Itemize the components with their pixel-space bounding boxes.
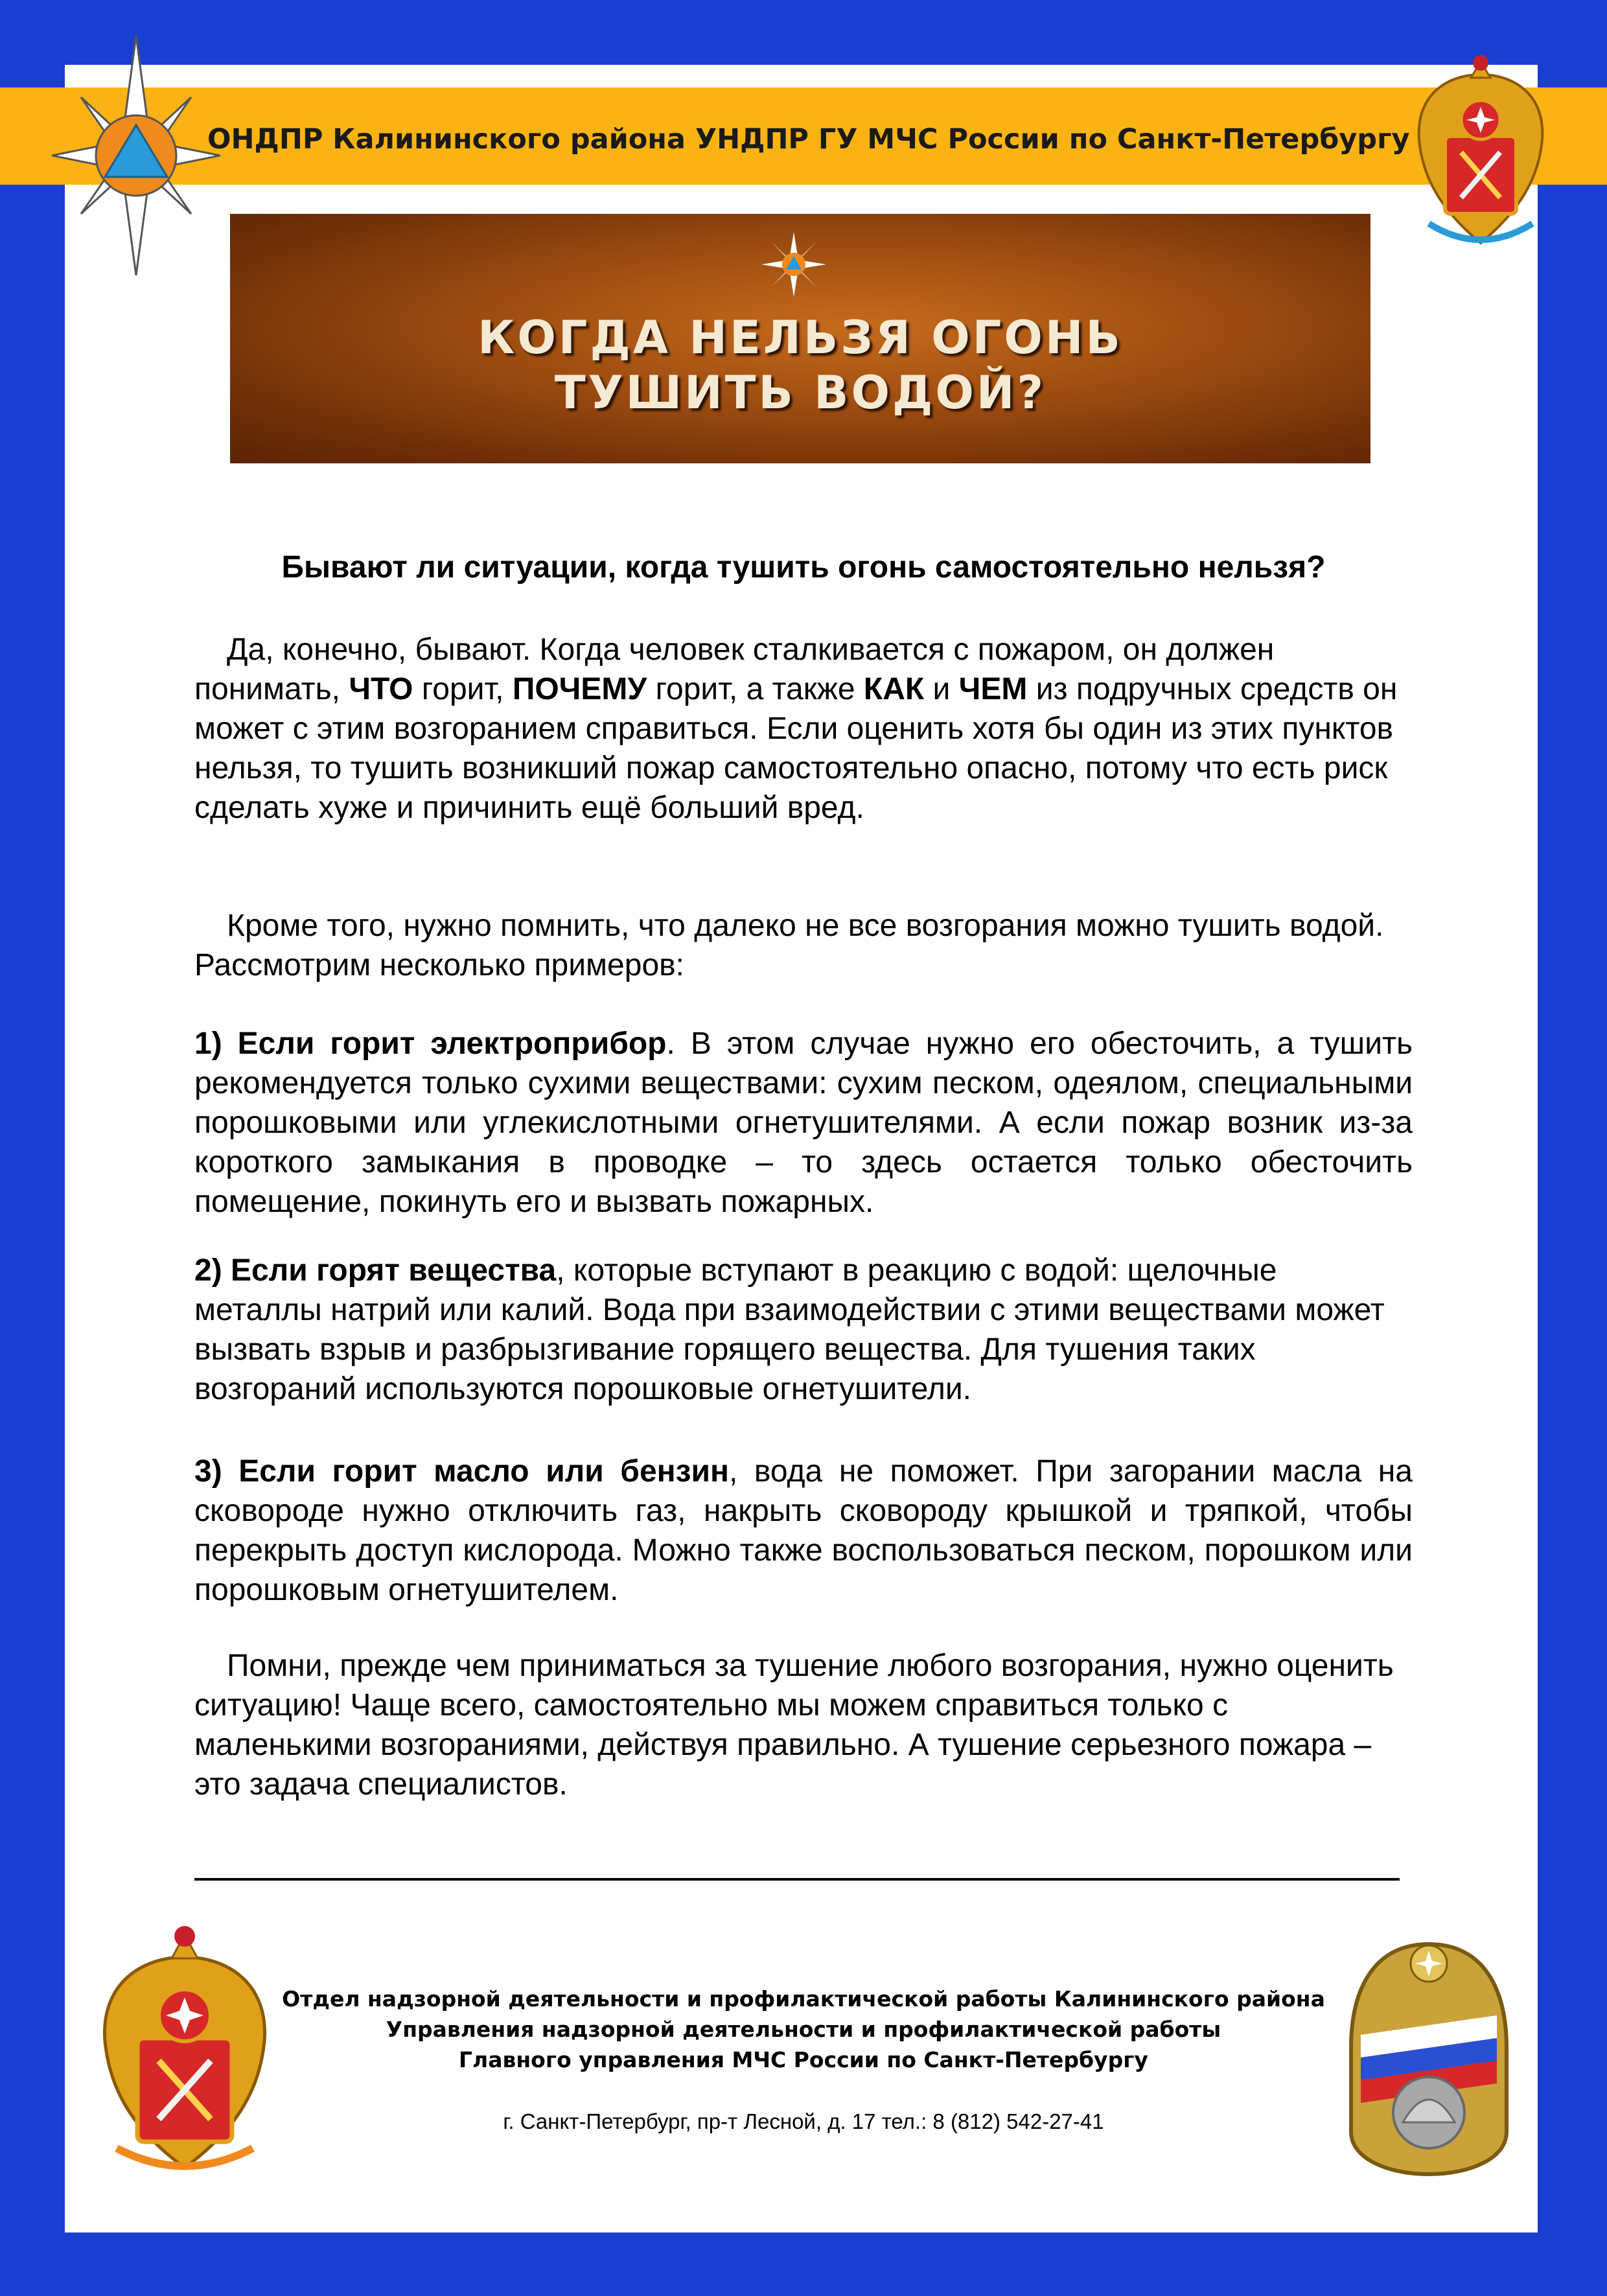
text-run: горит, а также: [647, 672, 864, 706]
frame-left: [0, 0, 65, 2296]
emphasis-why: ПОЧЕМУ: [512, 672, 647, 706]
example-item-1: [194, 1024, 1413, 1222]
frame-top: [0, 0, 1607, 65]
footer-divider: [194, 1878, 1400, 1881]
example-item-1-lead: 1) Если горит электроприбор: [194, 1026, 667, 1061]
paragraph-conclusion: Помни, прежде чем приниматься за тушение любого возгорания, нужно оценить ситуацию! Чаще всего, самостоятельно мы можем справиться только с маленькими возгораниями, действуя правильно. А тушение серьезного пожара – это задача специалистов.: [194, 1649, 1394, 1802]
title-banner: [230, 214, 1370, 463]
example-item-1-text: . В этом случае нужно его обесточить, а тушить рекомендуется только сухими веществами: сухим песком, одеялом, специальными порошковыми или углекислотными огнетушителями. А если пожар возник из-за короткого замыкания в проводке – то здесь остается только обесточить помещение, покинуть его и вызвать пожарных.: [194, 1026, 1413, 1219]
text-run: и: [924, 672, 959, 706]
banner-title-line2: ТУШИТЬ ВОДОЙ?: [554, 366, 1046, 419]
frame-bottom: [0, 2232, 1607, 2296]
mchs-star-small-icon: [761, 232, 826, 297]
paragraph-examples-intro: Кроме того, нужно помнить, что далеко не все возгорания можно тушить водой. Рассмотрим несколько примеров:: [194, 909, 1384, 982]
text-run: Да, конечно, бывают. Когда человек сталкивается с пожаром, он должен понимать,: [194, 632, 1275, 706]
state-fire-supervision-badge-icon: [1335, 1918, 1523, 2177]
header-title: ОНДПР Калининского района УНДПР ГУ МЧС России по Санкт-Петербургу: [207, 123, 1410, 156]
paragraph-intro: [194, 630, 1413, 828]
frame-right: [1538, 0, 1607, 2296]
text-run: из подручных средств он может с этим возгоранием справиться. Если оценить хотя бы один из этих пунктов нельзя, то тушить возникший пожар самостоятельно опасно, потому что есть риск сделать хуже и причинить ещё больший вред.: [194, 672, 1398, 825]
example-item-3-text: , вода не поможет. При загорании масла на сковороде нужно отключить газ, накрыть сковороду крышкой и тряпкой, чтобы перекрыть доступ кислорода. Можно также воспользоваться песком, порошком или порошковым огнетушителем.: [194, 1454, 1413, 1607]
example-item-2-text: , которые вступают в реакцию с водой: щелочные металлы натрий или калий. Вода при взаимодействии с этими веществами может вызвать взрыв и разбрызгивание горящего вещества. Для тушения таких возгораний используются порошковые огнетушители.: [194, 1253, 1385, 1406]
footer-main-directorate: Главного управления МЧС России по Санкт-Петербургу: [459, 2047, 1148, 2072]
footer-directorate: Управления надзорной деятельности и профилактической работы: [386, 2017, 1221, 2042]
emphasis-how: КАК: [863, 672, 925, 706]
emphasis-with-what: ЧЕМ: [958, 672, 1028, 706]
text-run: горит,: [413, 672, 513, 706]
emphasis-what: ЧТО: [349, 672, 413, 706]
mchs-star-emblem-icon: [52, 36, 220, 275]
example-item-2-lead: 2) Если горят вещества: [194, 1253, 557, 1288]
footer-address: г. Санкт-Петербург, пр-т Лесной, д. 17 тел.: 8 (812) 542-27-41: [503, 2109, 1104, 2133]
footer-department: Отдел надзорной деятельности и профилактической работы Калининского района: [282, 1986, 1325, 2012]
example-item-3: [194, 1452, 1413, 1610]
mchs-crest-icon: [1409, 49, 1552, 256]
question-heading: Бывают ли ситуации, когда тушить огонь самостоятельно нельзя?: [281, 550, 1326, 585]
banner-title-line1: КОГДА НЕЛЬЗЯ ОГОНЬ: [478, 311, 1123, 364]
example-item-2: [194, 1251, 1413, 1409]
example-item-3-lead: 3) Если горит масло или бензин: [194, 1454, 729, 1489]
